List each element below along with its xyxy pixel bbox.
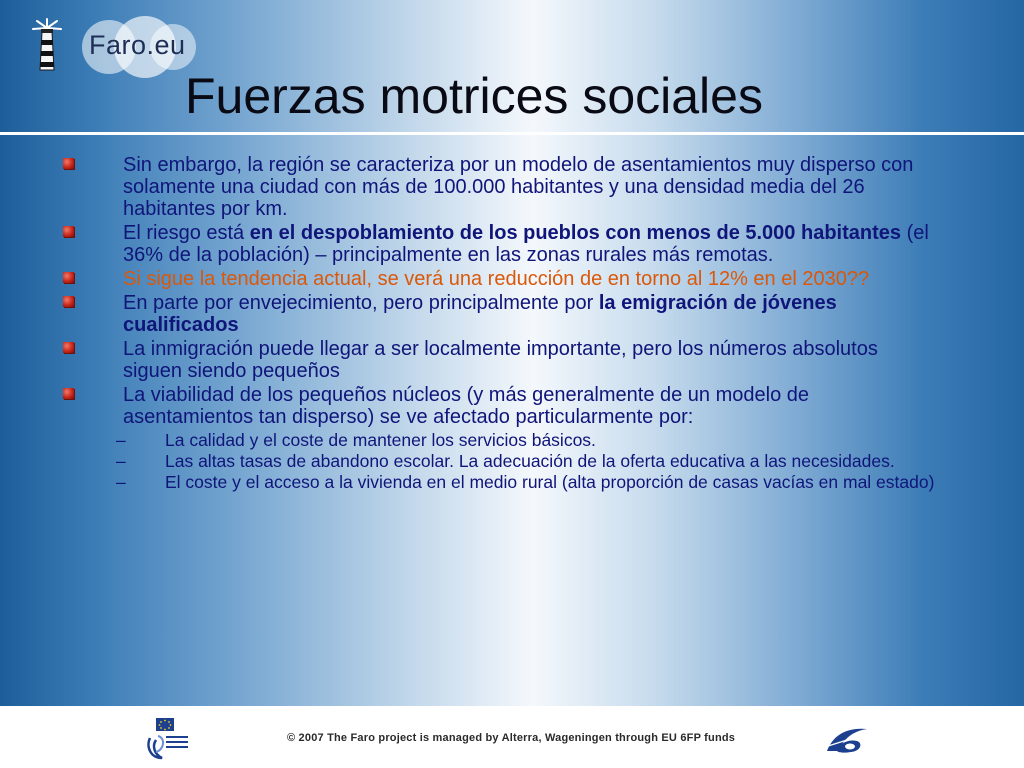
dash-marker: –	[116, 472, 126, 492]
sub-list-item	[60, 451, 940, 471]
header-divider	[0, 132, 1024, 135]
list-item	[60, 384, 940, 428]
footer	[0, 706, 1024, 768]
sixth-framework-icon	[823, 725, 873, 755]
bullet-text: Si sigue la tendencia actual, se verá una reducción de en torno al 12% en el 2030??	[123, 268, 870, 290]
sub-bullet-text: Las altas tasas de abandono escolar. La adecuación de la oferta educativa a las necesidades.	[165, 451, 895, 471]
sub-bullet-text: El coste y el acceso a la vivienda en el medio rural (alta proporción de casas vacías en mal estado)	[165, 472, 935, 492]
list-item	[60, 154, 940, 220]
logo-wordmark: Faro.eu	[89, 30, 186, 60]
list-item	[60, 292, 940, 336]
dash-marker: –	[116, 430, 126, 450]
bullet-square-icon	[63, 226, 74, 237]
bullet-square-icon	[63, 158, 74, 169]
bullet-text-pre: En parte por envejecimiento, pero principalmente por	[123, 292, 599, 314]
list-item	[60, 338, 940, 382]
bullet-list	[60, 154, 940, 492]
dash-marker: –	[116, 451, 126, 471]
bullet-text: La inmigración puede llegar a ser localmente importante, pero los números absolutos siguen siendo pequeños	[123, 338, 878, 382]
eu-research-icon	[142, 716, 192, 762]
list-item	[60, 222, 940, 266]
bullet-text-emphasis: la emigración de jóvenes cualificados	[123, 292, 837, 336]
footer-credit: © 2007 The Faro project is managed by Alterra, Wageningen through EU 6FP funds	[287, 732, 736, 744]
bullet-text	[123, 292, 837, 336]
list-item-highlighted	[60, 268, 940, 290]
slide-title: Fuerzas motrices sociales	[185, 68, 763, 124]
bullet-square-icon	[63, 272, 74, 283]
sub-list-item	[60, 472, 940, 492]
bullet-square-icon	[63, 388, 74, 399]
bullet-square-icon	[63, 296, 74, 307]
bullet-text	[123, 222, 929, 266]
sub-list-item	[60, 430, 940, 450]
sub-bullet-text: La calidad y el coste de mantener los servicios básicos.	[165, 430, 596, 450]
bullet-text-pre: El riesgo está	[123, 222, 250, 244]
bullet-text: Sin embargo, la región se caracteriza por un modelo de asentamientos muy disperso con solamente una ciudad con más de 100.000 habitantes y una densidad media del 26 habitantes por km.	[123, 154, 914, 220]
lighthouse-icon	[30, 18, 64, 74]
faro-logo	[22, 14, 197, 74]
bullet-square-icon	[63, 342, 74, 353]
bullet-text: La viabilidad de los pequeños núcleos (y más generalmente de un modelo de asentamientos tan disperso) se ve afectado particularmente por:	[123, 384, 810, 428]
bullet-text-emphasis: en el despoblamiento de los pueblos con menos de 5.000 habitantes	[249, 222, 902, 244]
bullet-text-post: (el 36% de la población) – principalmente en las zonas rurales más remotas.	[123, 222, 929, 266]
